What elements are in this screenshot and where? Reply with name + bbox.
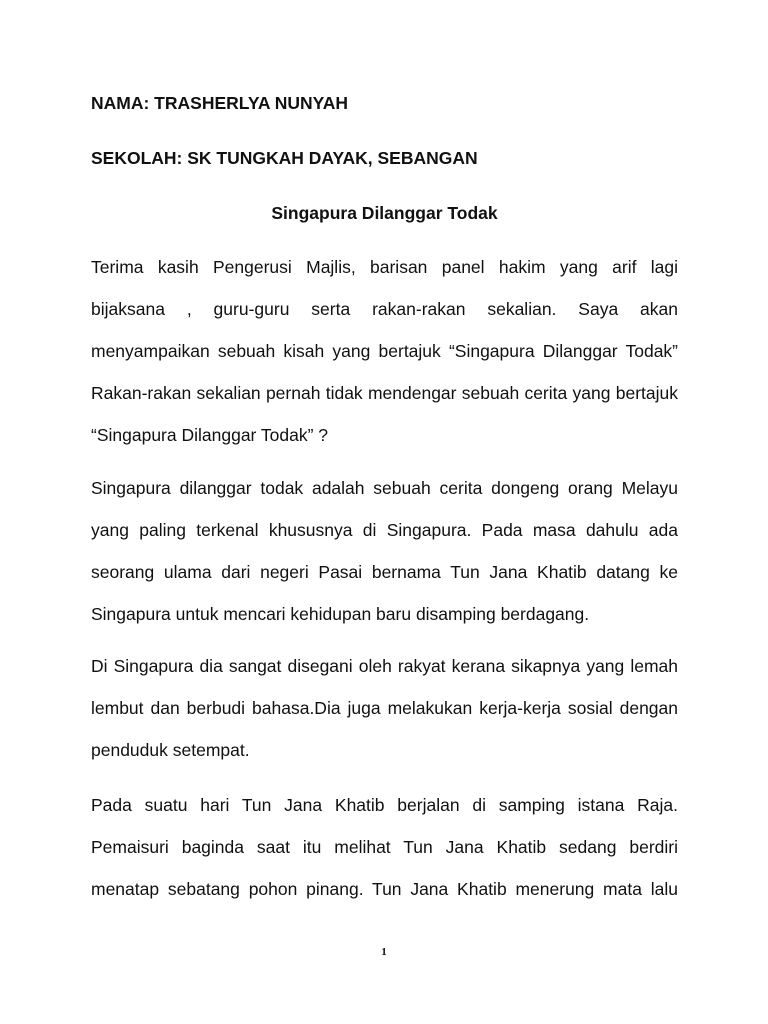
paragraph <box>91 784 678 910</box>
text-line: “Singapura Dilanggar Todak” ? <box>91 425 329 445</box>
text-line: menatap sebatang pohon pinang. Tun Jana Khatib menerung mata lalu <box>91 879 678 899</box>
text-line: yang paling terkenal khususnya di Singapura. Pada masa dahulu ada <box>91 520 678 540</box>
text-line: Terima kasih Pengerusi Majlis, barisan panel hakim yang arif lagi <box>91 257 678 277</box>
text-line: Pada suatu hari Tun Jana Khatib berjalan di samping istana Raja. <box>91 795 678 815</box>
story-title-block <box>91 192 678 234</box>
student-name: NAMA: TRASHERLYA NUNYAH <box>91 93 349 113</box>
text-line: penduduk setempat. <box>91 740 250 760</box>
text-line: menyampaikan sebuah kisah yang bertajuk “Singapura Dilanggar Todak” <box>91 341 678 361</box>
paragraph <box>91 645 678 771</box>
text-line: Pemaisuri baginda saat itu melihat Tun Jana Khatib sedang berdiri <box>91 837 678 857</box>
text-line: Di Singapura dia sangat disegani oleh rakyat kerana sikapnya yang lemah <box>91 656 678 676</box>
text-line: Rakan-rakan sekalian pernah tidak mendengar sebuah cerita yang bertajuk <box>91 383 678 403</box>
text-line: Singapura dilanggar todak adalah sebuah cerita dongeng orang Melayu <box>91 478 678 498</box>
text-line: lembut dan berbudi bahasa.Dia juga melakukan kerja-kerja sosial dengan <box>91 698 678 718</box>
school-name: SEKOLAH: SK TUNGKAH DAYAK, SEBANGAN <box>91 148 478 168</box>
text-line: Singapura untuk mencari kehidupan baru disamping berdagang. <box>91 604 590 624</box>
student-name-block <box>91 82 678 124</box>
paragraph <box>91 246 678 456</box>
paragraph <box>91 467 678 635</box>
text-line: seorang ulama dari negeri Pasai bernama Tun Jana Khatib datang ke <box>91 562 678 582</box>
page-number: 1 <box>381 946 387 958</box>
school-name-block <box>91 137 678 179</box>
story-title: Singapura Dilanggar Todak <box>271 203 498 223</box>
text-line: bijaksana , guru-guru serta rakan-rakan sekalian. Saya akan <box>91 299 678 319</box>
